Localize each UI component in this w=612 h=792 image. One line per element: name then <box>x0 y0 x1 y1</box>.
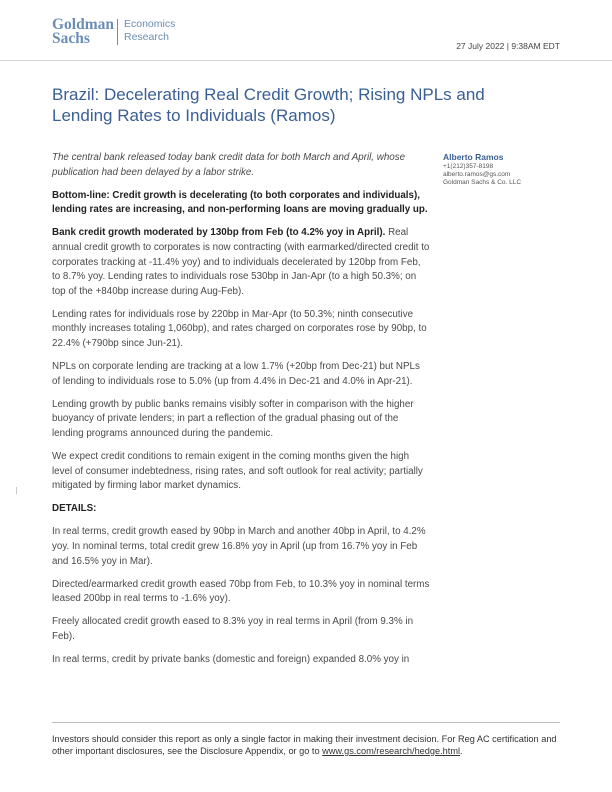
detail-paragraph-2: Directed/earmarked credit growth eased 70bp from Feb, to 10.3% yoy in nominal terms leased 200bp in real terms to -1.6% yoy). <box>52 578 430 605</box>
disclosure-footer <box>52 733 560 757</box>
margin-marker <box>16 487 17 494</box>
goldman-sachs-logo <box>52 16 176 47</box>
author-phone: +1(212)357-8198 <box>443 163 494 170</box>
logo-line-2: Sachs <box>52 30 90 47</box>
publication-date: 27 July 2022 | 9:38AM EDT <box>456 41 560 51</box>
author-firm: Goldman Sachs & Co. LLC <box>443 179 522 186</box>
disclosure-text: Investors should consider this report as only a single factor in making their investment decision. For Reg AC certification and other important disclosures, see the Disclosure Appendix, or go to <box>52 734 557 756</box>
logo-line-1: Goldman <box>52 16 115 33</box>
detail-paragraph-4: In real terms, credit by private banks (domestic and foreign) expanded 8.0% yoy in <box>52 654 410 666</box>
paragraph-lending-rates: Lending rates for individuals rose by 220bp in Mar-Apr (to 50.3%; ninth consecutive monthly increases totaling 1,060bp), and rates charged on corporates rose by 90bp, to 22.4% (+790bp since Jun-21). <box>52 308 427 350</box>
disclosure-link[interactable]: www.gs.com/research/hedge.html <box>322 746 461 756</box>
report-title: Brazil: Decelerating Real Credit Growth; Rising NPLs and Lending Rates to Individuals (Ramos) <box>52 85 485 125</box>
detail-paragraph-1: In real terms, credit growth eased by 90bp in March and another 40bp in April, to 4.2% yoy. In nominal terms, total credit grew 16.8% yoy in April (up from 16.7% yoy in Feb and 16.5% yoy in Mar). <box>52 526 426 567</box>
intro-paragraph: The central bank released today bank credit data for both March and April, whose publication had been delayed by a labor strike. <box>52 152 406 178</box>
paragraph-lead: Bank credit growth moderated by 130bp from Feb (to 4.2% yoy in April). <box>52 227 386 239</box>
footer-divider <box>52 722 560 723</box>
header-divider <box>0 60 612 61</box>
department-label <box>124 18 175 43</box>
paragraph-credit-growth <box>52 226 430 299</box>
bottom-line-paragraph: Bottom-line: Credit growth is decelerating (to both corporates and individuals), lending rates are increasing, and non-performing loans are moving gradually up. <box>52 189 428 216</box>
author-email[interactable]: alberto.ramos@gs.com <box>443 171 511 178</box>
department-line-2: Research <box>124 30 169 43</box>
paragraph-public-banks: Lending growth by public banks remains visibly softer in comparison with the higher buoyancy of private lenders; in part a reflection of the gradual phasing out of the lending programs announced during the pandemic. <box>52 398 414 439</box>
author-block <box>443 152 573 187</box>
paragraph-text: Real annual credit growth to corporates is now contracting (with earmarked/directed credit to corporates tracking at -11.4% yoy) and to individuals decelerated by 120bp from Feb, to 8.7% yoy. Lending rates to individuals rose 530bp in Jan-Apr (to a high 50.3%; on top of the +840bp increase during Aug-Feb). <box>52 227 430 297</box>
disclosure-end: . <box>460 746 463 756</box>
logo-wordmark <box>52 18 114 46</box>
report-body <box>52 151 430 676</box>
logo-divider <box>117 19 118 45</box>
detail-paragraph-3: Freely allocated credit growth eased to 8.3% yoy in real terms in April (from 9.3% in Feb). <box>52 616 414 643</box>
paragraph-npls: NPLs on corporate lending are tracking at a low 1.7% (+20bp from Dec-21) but NPLs of lending to individuals rose to 5.0% (up from 4.4% in Dec-21 and 4.0% in Apr-21). <box>52 361 420 387</box>
details-heading: DETAILS: <box>52 503 97 515</box>
author-name[interactable]: Alberto Ramos <box>443 152 504 162</box>
department-line-1: Economics <box>124 18 176 30</box>
page-header <box>0 0 612 62</box>
paragraph-outlook: We expect credit conditions to remain exigent in the coming months given the high level of consumer indebtedness, rising rates, and soft outlook for real activity; partially mitigated by firming labor market dynamics. <box>52 451 423 492</box>
